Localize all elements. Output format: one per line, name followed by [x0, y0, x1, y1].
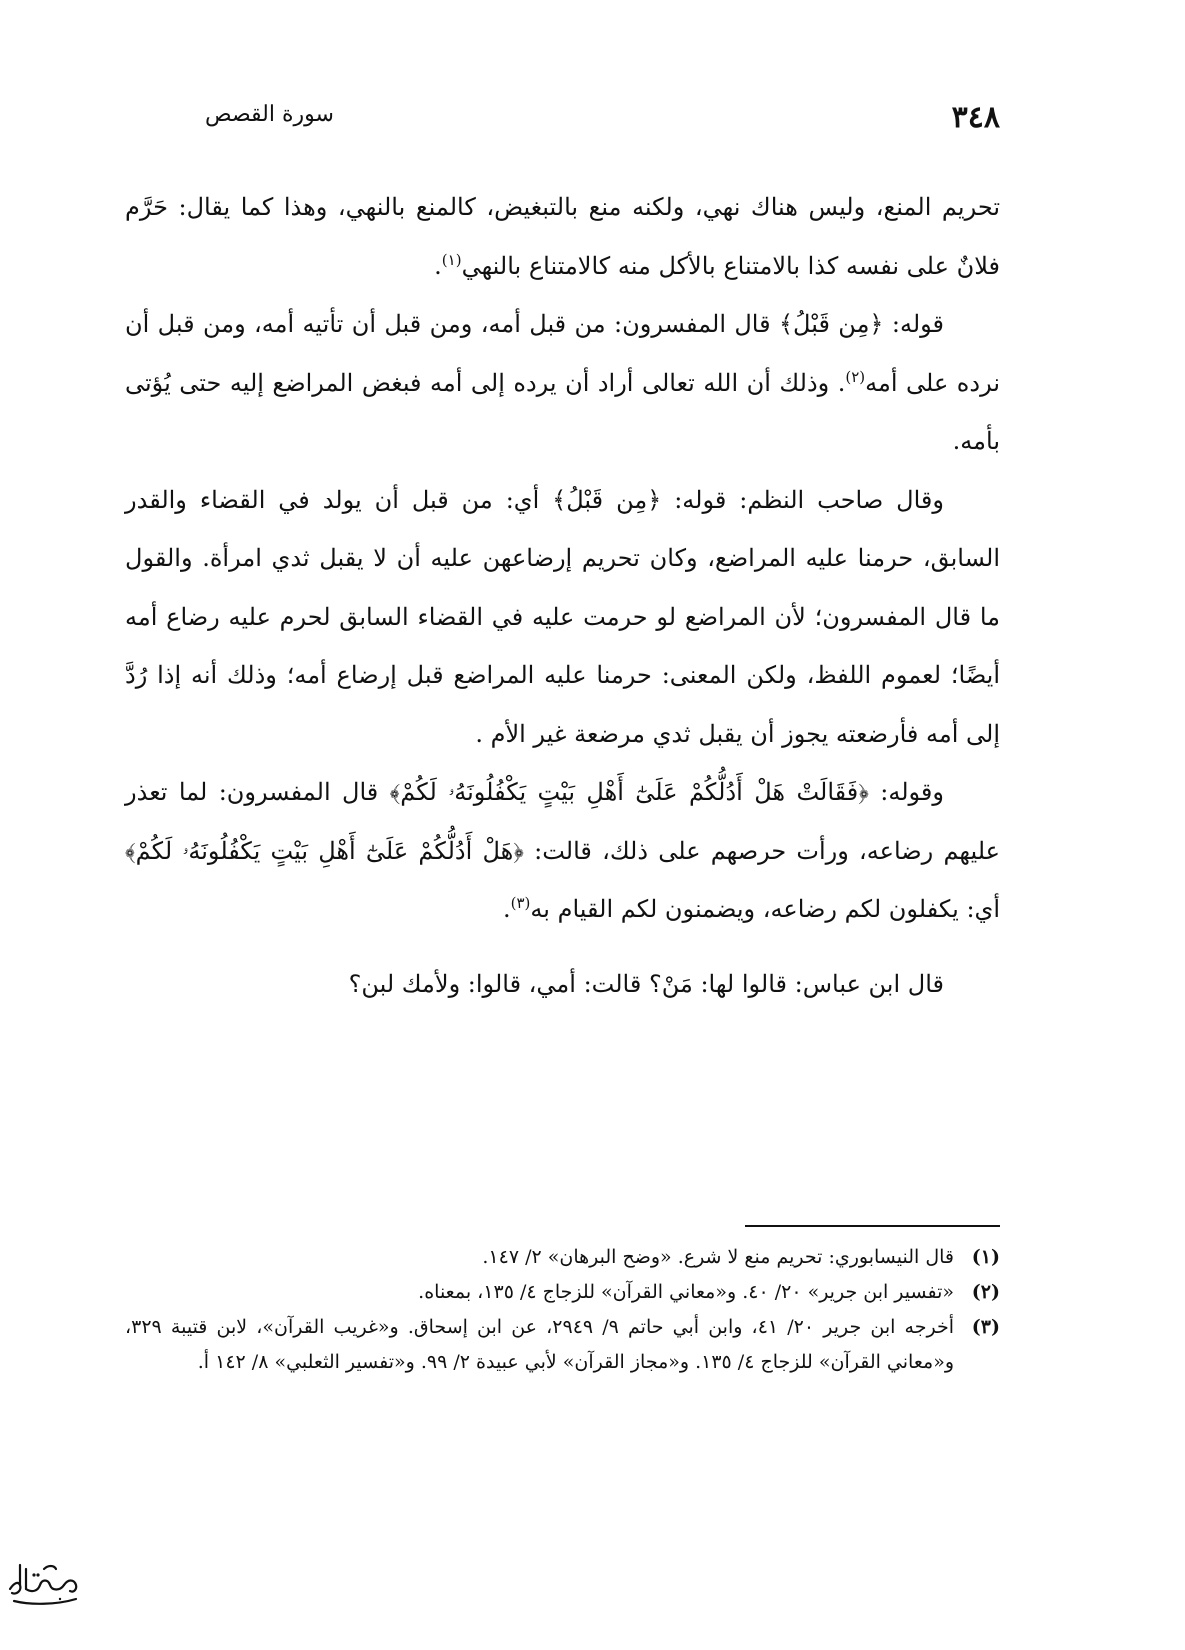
footnote-text: «تفسير ابن جرير» ٢٠/ ٤٠. و«معاني القرآن» للزجاج ٤/ ١٣٥، بمعناه. [418, 1281, 954, 1303]
paragraph-1 [125, 178, 1000, 295]
paragraph-2-text: قوله: ﴿مِن قَبْلُ﴾ قال المفسرون: من قبل أمه، ومن قبل أن تأتيه أمه، ومن قبل أن نرده على أمه [125, 310, 1000, 397]
paragraph-4-text: وقوله: ﴿فَقَالَتْ هَلْ أَدُلُّكُمْ عَلَىٰٓ أَهْلِ بَيْتٍ يَكْفُلُونَهُۥ لَكُمْ﴾ قال المفسرون: لما تعذر عليهم رضاعه، ورأت حرصهم على ذلك، قالت: ﴿هَلْ أَدُلُّكُمْ عَلَىٰٓ أَهْلِ بَيْتٍ يَكْفُلُونَهُۥ لَكُمْ﴾ أي: يكفلون لكم رضاعه، ويضمنون لكم القيام به [125, 778, 1000, 923]
paragraph-4 [125, 763, 1000, 939]
paragraph-1-text: تحريم المنع، وليس هناك نهي، ولكنه منع بالتبغيض، كالمنع بالنهي، وهذا كما يقال: حَرَّم فلانٌ على نفسه كذا بالامتناع بالأكل منه كالامتناع بالنهي [125, 193, 1001, 280]
footnote-ref-2: (٢) [845, 367, 866, 386]
paragraph-5 [125, 955, 1000, 1014]
footnote-text: قال النيسابوري: تحريم منع لا شرع. «وضح البرهان» ٢/ ١٤٧. [482, 1246, 954, 1268]
page-number: ٣٤٨ [951, 100, 1000, 135]
footnote-1 [125, 1240, 1000, 1275]
footnote-number: (٢) [971, 1281, 1000, 1303]
footnote-separator [745, 1225, 1000, 1227]
paragraph-3 [125, 471, 1000, 764]
paragraph-3-text: وقال صاحب النظم: قوله: ﴿مِن قَبْلُ﴾ أي: من قبل أن يولد في القضاء والقدر السابق، حرمنا عليه المراضع، وكان تحريم إرضاعهن عليه أن لا يقبل ثدي امرأة. والقول ما قال المفسرون؛ لأن المراضع لو حرمت عليه في القضاء السابق لحرم عليه رضاع أمه أيضًا؛ لعموم اللفظ، ولكن المعنى: حرمنا عليه المراضع قبل إرضاع أمه؛ وذلك أنه إذا رُدَّ إلى أمه فأرضعته يجوز أن يقبل ثدي مرضعة غير الأم . [125, 485, 1000, 748]
footnote-ref-3: (٣) [510, 894, 531, 912]
footnote-2 [125, 1275, 1000, 1310]
footnote-text: أخرجه ابن جرير ٢٠/ ٤١، وابن أبي حاتم ٩/ ٢٩٤٩، عن ابن إسحاق. و«غريب القرآن»، لابن قتيبة ٣٢٩، و«معاني القرآن» للزجاج ٤/ ١٣٥. و«مجاز القرآن» لأبي عبيدة ٢/ ٩٩. و«تفسير الثعلبي» ٨/ ١٤٢ أ. [125, 1316, 954, 1373]
paragraph-4-end: . [502, 895, 511, 923]
footnote-number: (١) [971, 1246, 1000, 1268]
footnote-3 [125, 1310, 1000, 1380]
paragraph-5-text: قال ابن عباس: قالوا لها: مَنْ؟ قالت: أمي، قالوا: ولأمك لبن؟ [348, 969, 944, 998]
main-text [125, 178, 1000, 1013]
paragraph-2 [125, 295, 1000, 471]
running-head [205, 100, 1000, 140]
surah-title: سورة القصص [205, 102, 334, 127]
publisher-logo [4, 1555, 82, 1611]
footnotes [125, 1240, 1000, 1380]
paragraph-2-end: . وذلك أن الله تعالى أراد أن يرده إلى أمه فبغض المراضع إليه حتى يُؤتى بأمه. [125, 368, 1000, 455]
footnote-number: (٣) [971, 1316, 1000, 1338]
footnote-ref-1: (١) [441, 250, 462, 269]
paragraph-1-end: . [434, 251, 442, 280]
